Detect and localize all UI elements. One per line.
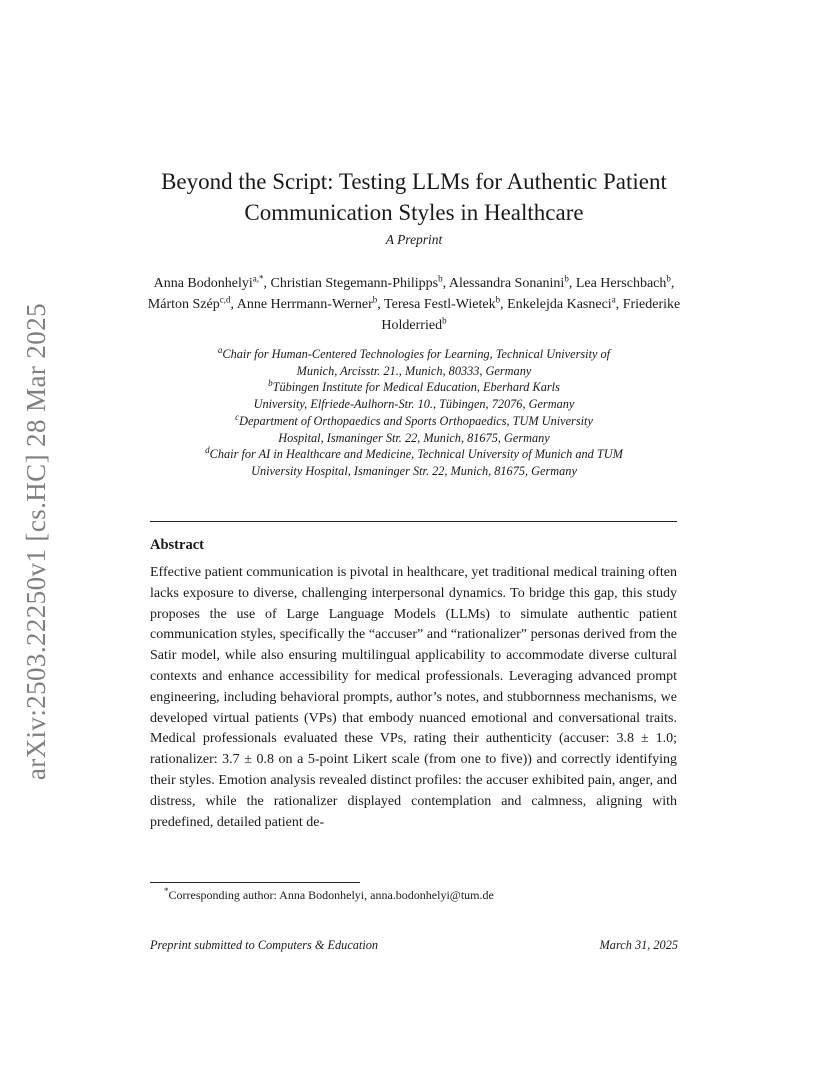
paper-title — [120, 166, 708, 228]
affiliation: $^b$Tübingen Institute for Medical Education, Eberhard Karls University, Elfriede-Aulhorn-Str. 10., Tübingen, 72076, Germany — [253, 378, 575, 412]
paper-title-line-2: Communication Styles in Healthcare — [244, 200, 584, 225]
author: Márton Szép$^{c,d}$, — [147, 294, 237, 312]
author: Teresa Festl-Wietek$^b$, — [384, 294, 508, 312]
submission-date: March 31, 2025 — [599, 938, 678, 952]
author: Alessandra Sonanini$^b$, — [448, 273, 576, 291]
author: Christian Stegemann-Philipps$^b$, — [270, 273, 449, 291]
footnote-divider — [150, 882, 360, 883]
abstract-heading: Abstract — [150, 537, 204, 553]
affiliation: $^d$Chair for AI in Healthcare and Medicine, Technical University of Munich and TUM University Hospital, Ismaninger Str. 22, Munich, 81675, Germany — [205, 445, 623, 478]
affiliation: $^a$Chair for Human-Centered Technologies for Learning, Technical University of Munich, Arcisstr. 21., Munich, 80333, Germany — [217, 344, 611, 378]
paper-subtitle: A Preprint — [385, 232, 443, 247]
arxiv-stamp — [14, 20, 58, 780]
abstract-divider — [150, 521, 677, 522]
arxiv-stamp-text: arXiv:2503.22250v1 [cs.HC] 28 Mar 2025 — [20, 302, 51, 780]
author-list — [140, 273, 688, 336]
author: Lea Herschbach$^b$, — [575, 273, 675, 291]
affiliation-list — [140, 346, 688, 480]
paper-title-line-1: Beyond the Script: Testing LLMs for Authentic Patient — [161, 169, 667, 194]
affiliation: $^c$Department of Orthopaedics and Sports Orthopaedics, TUM University Hospital, Ismaninger Str. 22, Munich, 81675, Germany — [235, 411, 593, 445]
journal-submission-note: Preprint submitted to Computers & Education — [150, 938, 379, 952]
author: Anne Herrmann-Werner$^b$, — [236, 294, 385, 312]
corresponding-author-footnote: *Corresponding author: Anna Bodonhelyi, anna.bodonhelyi@tum.de — [164, 886, 494, 902]
abstract-body: Effective patient communication is pivotal in healthcare, yet traditional medical training often lacks exposure to diverse, challenging interpersonal dynamics. To bridge this gap, this study proposes the use of Large Language Models (LLMs) to simulate authentic patient communication styles, specifically the “accuser” and “rationalizer” personas derived from the Satir model, while also ensuring multilingual applicability to accommodate diverse cultural contexts and enhance accessibility for medical professionals. Leveraging advanced prompt engineering, including behavioral prompts, author’s notes, and stubbornness mechanisms, we developed virtual patients (VPs) that embody nuanced emotional and conversational traits. Medical professionals evaluated these VPs, rating their authenticity (accuser: 3.8 ± 1.0; rationalizer: 3.7 ± 0.8 on a 5-point Likert scale (from one to five)) and correctly identifying their styles. Emotion analysis revealed distinct profiles: the accuser exhibited pain, anger, and distress, while the rationalizer displayed contemplation and calmness, aligning with predefined, detailed patient de- — [150, 565, 677, 830]
author: Enkelejda Kasneci$^a$, — [507, 294, 623, 312]
author: Anna Bodonhelyi$^{a,*}$, — [153, 273, 271, 291]
author: Friederike Holderried$^b$ — [381, 297, 681, 333]
